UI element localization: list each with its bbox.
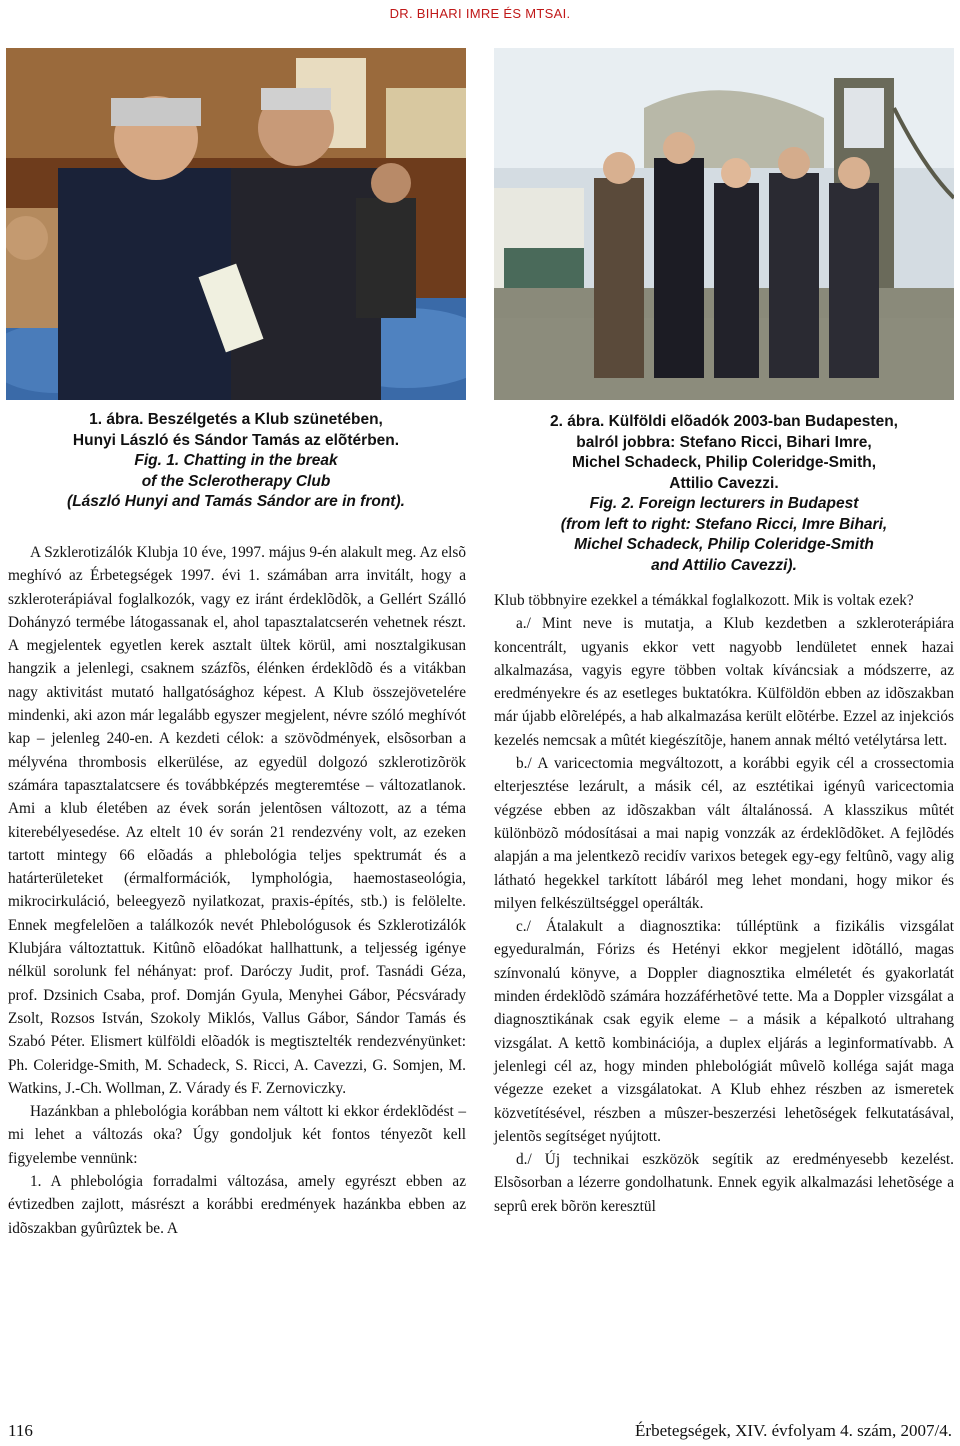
right-paragraph-3: b./ A varicectomia megváltozott, a korábbi egyik cél a crossectomia elterjesztése lezárult, a másik cél, az esztétikai igényû varicectomia végzése ebben az idõszakban vált általánossá. A klasszikus mûtét különbözõ módosításai a mai napig vonzzák az érdeklõdõket. A fejlõdés alapján a ma jelentkezõ recidív varixos betegek egy-egy feltûnõ, vagy alig látható hegekkel tarkított lábáról meg lehet mondani, hogy mikor és milyen felkészültséggel operálták. <box>494 755 954 912</box>
right-paragraph-1: Klub többnyire ezekkel a témákkal foglalkozott. Mik is voltak ezek? <box>494 592 914 609</box>
right-paragraph-4: c./ Átalakult a diagnosztika: túlléptünk a fizikális vizsgálat egyeduralmán, Fórizs és Hetényi ekkor megjelent idõtálló, magas színvonalú könyve, a Doppler diagnosztika elméletét és gyakorlatát minden érdeklõdõ számára hozzáférhetõvé tette. Ma a Doppler vizsgálat a diagnosztikának csak egyik eleme – a másik a képalkotó ultrahang vizsgálat. A kettõ kombinációja, a duplex eljárás a leginformatívabb. A jelenlegi cél az, hogy minden phlebológiát mûvelõ kolléga saját maga végezze ezeket a vizsgálatokat. A Klub ehhez részben az ismeretek közvetítésével, részben a mûszer-beszerzési lehetõségek felkutatásával, jelentõs segítséget nyújtott. <box>494 918 954 1145</box>
figure-1-caption <box>6 410 466 513</box>
right-paragraph-2: a./ Mint neve is mutatja, a Klub kezdetben a szkleroterápiára koncentrált, ugyanis ekkor vett nagyobb lendületet ennek hazai alkalmazása, vagyis egyre többen voltak kíváncsiak a módszerre, az eredményekre és az esetleges buktatókra. Külföldön ebben az idõszakban már újabb elõrelépés, a hab alkalmazása került elõtérbe. Ezzel az injekciós kezelés nemcsak a mûtét kiegészítõje, hanem annak méltó vetélytársa lett. <box>494 615 954 749</box>
journal-citation: Érbetegségek, XIV. évfolyam 4. szám, 2007/4. <box>635 1421 952 1440</box>
figure-2-illustration <box>494 48 954 400</box>
figure-2-caption <box>494 412 954 576</box>
figure-2-caption-hu-line-1: 2. ábra. Külföldi elõadók 2003-ban Budapesten, <box>550 413 898 430</box>
figure-1-photo <box>6 48 466 400</box>
left-text-column <box>8 541 466 1240</box>
figure-1-caption-hu-line-1: 1. ábra. Beszélgetés a Klub szünetében, <box>89 411 383 428</box>
right-paragraph-5: d./ Új technikai eszközök segítik az eredményesebb kezelést. Elsõsorban a lézerre gondolhatunk. Ennek egyik alkalmazási lehetõsége a seprû erek bõrön keresztül <box>494 1151 954 1215</box>
figure-2-caption-en-line-1: Fig. 2. Foreign lecturers in Budapest <box>589 495 859 512</box>
figure-2-photo <box>494 48 954 400</box>
page-number: 116 <box>8 1421 33 1440</box>
figure-1-caption-en-line-1: Fig. 1. Chatting in the break <box>134 452 338 469</box>
left-paragraph-1: A Szklerotizálók Klubja 10 éve, 1997. május 9-én alakult meg. Az elsõ meghívó az Érbetegségek 1997. évi 1. számában arra invitált, hogy a szkleroterápiával foglalkozók, vagy ez iránt érdeklõdõk, a Gellért Szálló Dohányzó termébe látogassanak el, ahol tapasztalatcserén vehetnek részt. A megjelentek egyetlen kerek asztalt ültek körül, ami nosztalgikusan hangzik a jelenlegi, csaknem százfõs, élénken érdeklõdõ és a vitákban nagy aktivitást mutató hallgatósághoz képest. A Klub összejövetelére mindenki, aki azon már legalább egyszer megjelent, névre szóló meghívót kap – jelenleg 240-en. A kezdeti célok: a szövõdmények, elsõsorban a mélyvéna thrombosis elkerülése, az egyedül dolgozó szklerotizõrök számára tapasztalatcsere és továbbképzés megteremtése – változatlanok. Ami a klub életében az évek során jelentõsen változott, az a téma kiterebélyesedése. Az eltelt 10 év során 21 rendezvény volt, az ezeken tartott mintegy 66 elõadás a phlebológia teljes spektrumát és a határterületeket (érmalformációk, lymphológia, haemostaseológia, mikrocirkuláció, beleegyezõ nyilatkozat, praxis-építés, stb.) is felölelte. Ennek megfelelõen a találkozók nevét Phlebológusok és Szklerotizálók Klubjára változtattuk. Kitûnõ elõadókat hallhattunk, a teljesség igénye nélkül sorolunk fel néhányat: prof. Daróczy Judit, prof. Tasnádi Géza, prof. Dzsinich Csaba, prof. Domján Gyula, Menyhei Gábor, Pécsvárady Zsolt, Rozsos István, Szokoly Miklós, Vallus Gábor, Sándor Tamás és Szabó Péter. Elismert külföldi elõadók is megtisztelték rendezvényünket: Ph. Coleridge-Smith, M. Schadeck, S. Ricci, A. Cavezzi, G. Somjen, M. Watkins, J.-Ch. Wollman, Z. Várady és F. Zernoviczky. <box>8 544 466 1097</box>
figure-1-illustration <box>6 48 466 400</box>
figure-2-caption-hu-line-4: Attilio Cavezzi. <box>669 474 779 492</box>
left-paragraph-2: Hazánkban a phlebológia korábban nem váltott ki ekkor érdeklõdést – mi lehet a változás oka? Úgy gondoljuk két fontos tényezõt kell figyelembe vennünk: <box>8 1103 466 1167</box>
figure-2-caption-hu-line-3: Michel Schadeck, Philip Coleridge-Smith, <box>571 454 877 471</box>
figure-1-caption-hu-line-2: Hunyi László és Sándor Tamás az elõtérben. <box>72 431 400 449</box>
figure-2-caption-hu-line-2: balról jobbra: Stefano Ricci, Bihari Imre, <box>576 433 872 451</box>
left-paragraph-3: 1. A phlebológia forradalmi változása, amely egyrészt ebben az évtizedben zajlott, másrészt a korábbi eredmények hazánkba ebben az idõszakban gyûrûztek be. A <box>8 1173 466 1237</box>
figure-2-caption-en-line-2: (from left to right: Stefano Ricci, Imre Bihari, <box>560 515 888 533</box>
figure-2-caption-en-line-4: and Attilio Cavezzi). <box>651 556 797 574</box>
figure-1-caption-en-line-3: (László Hunyi and Tamás Sándor are in front). <box>67 493 405 510</box>
figure-1-caption-en-line-2: of the Sclerotherapy Club <box>141 472 331 490</box>
figure-2-caption-en-line-3: Michel Schadeck, Philip Coleridge-Smith <box>574 536 874 553</box>
running-header: DR. BIHARI IMRE ÉS MTSAI. <box>389 6 571 21</box>
right-text-column <box>494 589 954 1218</box>
